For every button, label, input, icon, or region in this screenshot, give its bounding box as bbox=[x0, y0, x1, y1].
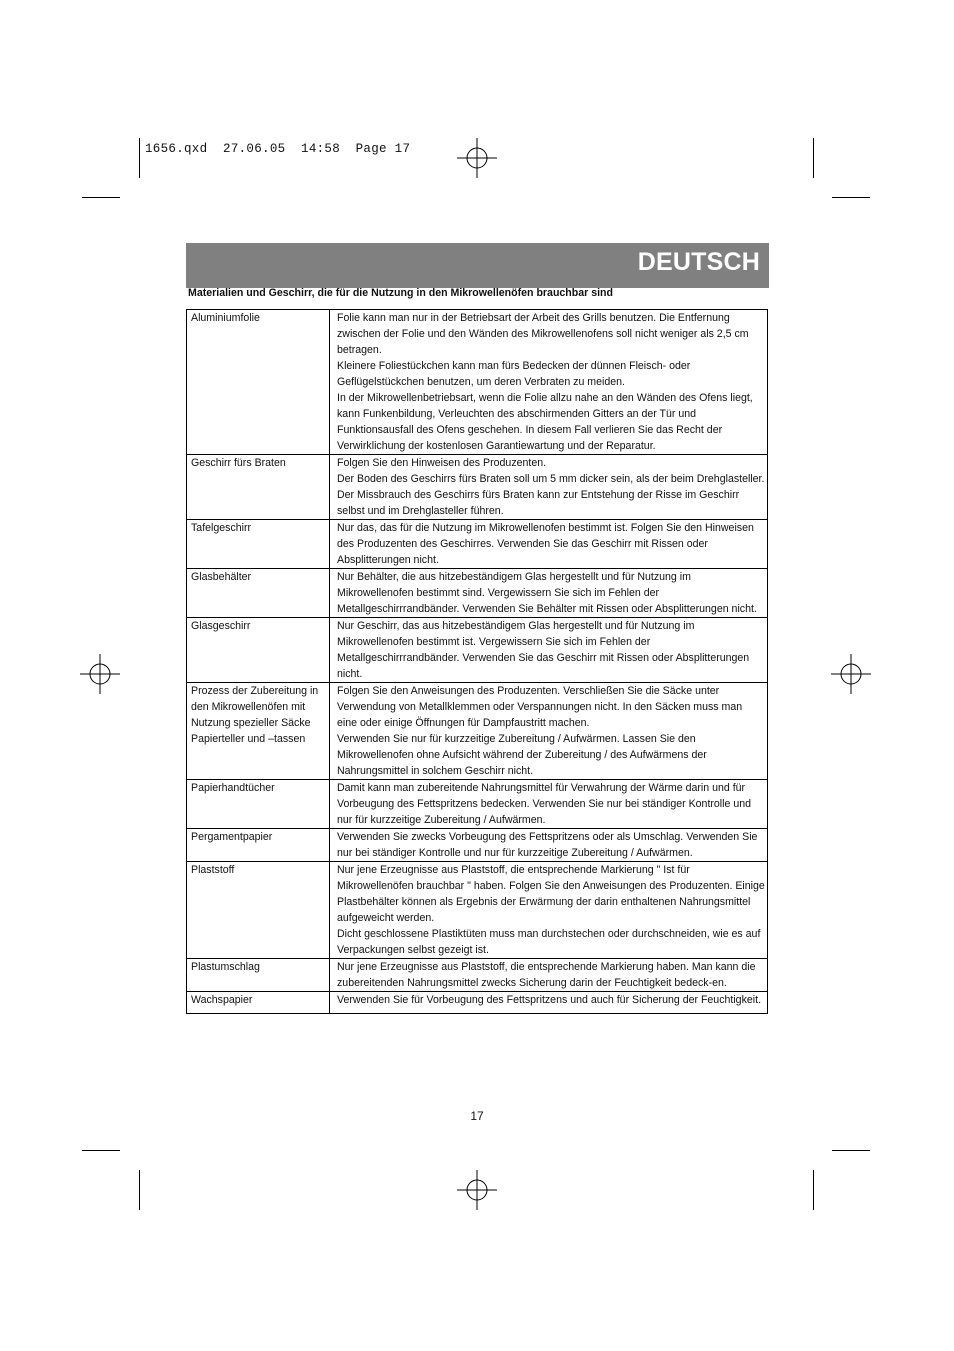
crop-mark bbox=[832, 197, 870, 198]
page-number: 17 bbox=[470, 1109, 484, 1123]
crop-mark bbox=[139, 138, 140, 178]
registration-mark-icon bbox=[80, 654, 120, 694]
table-row bbox=[187, 992, 768, 1014]
material-description: Nur das, das für die Nutzung im Mikrowellenofen bestimmt ist. Folgen Sie den Hinweisen des Produzenten des Geschirres. Verwenden Sie das Geschirr mit Rissen oder Absplitterungen nicht. bbox=[330, 520, 768, 569]
printer-slug: 1656.qxd 27.06.05 14:58 Page 17 bbox=[145, 142, 411, 156]
material-name: Tafelgeschirr bbox=[187, 520, 330, 569]
table-row bbox=[187, 829, 768, 862]
table-row bbox=[187, 520, 768, 569]
material-description: Verwenden Sie zwecks Vorbeugung des Fettspritzens oder als Umschlag. Verwenden Sie nur bei ständiger Kontrolle und nur für kurzzeitige Zubereitung / Aufwärmen. bbox=[330, 829, 768, 862]
table-row bbox=[187, 569, 768, 618]
material-description: Verwenden Sie für Vorbeugung des Fettspritzens und auch für Sicherung der Feuchtigkeit. bbox=[330, 992, 768, 1014]
crop-mark bbox=[813, 138, 814, 178]
language-title: DEUTSCH bbox=[637, 248, 760, 276]
crop-mark bbox=[139, 1170, 140, 1210]
material-description: Folgen Sie den Hinweisen des Produzenten. Der Boden des Geschirrs fürs Braten soll um 5 mm dicker sein, als der beim Drehglasteller. Der Missbrauch des Geschirrs fürs Braten kann zur Entstehung der Risse im Geschirr selbst und im Drehglasteller führen. bbox=[330, 455, 768, 520]
material-description: Folie kann man nur in der Betriebsart der Arbeit des Grills benutzen. Die Entfernung zwischen der Folie und den Wänden des Mikrowellenofens soll nicht weniger als 2,5 cm betragen. Kleinere Foliestückchen kann man fürs Bedecken der dünnen Fleisch- oder Geflügelstückchen benutzen, um deren Verbraten zu meiden. In der Mikrowellenbetriebsart, wenn die Folie allzu nahe an den Wänden des Ofens liegt, kann Funkenbildung, Verleuchten des abschirmenden Gitters an der Tür und Funktionsausfall des Ofens geschehen. In diesem Fall verlieren Sie das Recht der Verwirklichung der kostenlosen Garantiewartung und der Reparatur. bbox=[330, 310, 768, 455]
material-description: Nur jene Erzeugnisse aus Plaststoff, die entsprechende Markierung haben. Man kann die zubereitenden Nahrungsmittel zwecks Sicherung darin der Feuchtigkeit bedeck-en. bbox=[330, 959, 768, 992]
table-row bbox=[187, 959, 768, 992]
material-description: Folgen Sie den Anweisungen des Produzenten. Verschließen Sie die Säcke unter Verwendung von Metallklemmen oder Verspannungen nicht. In den Säcken muss man eine oder einige Öffnungen für Dampfaustritt machen. Verwenden Sie nur für kurzzeitige Zubereitung / Aufwärmen. Lassen Sie den Mikrowellenofen ohne Aufsicht während der Zubereitung / des Aufwärmens der Nahrungsmittel in solchem Geschirr nicht. bbox=[330, 683, 768, 780]
material-name: Plaststoff bbox=[187, 862, 330, 959]
table-row bbox=[187, 310, 768, 455]
material-name: Aluminiumfolie bbox=[187, 310, 330, 455]
material-description: Nur Behälter, die aus hitzebeständigem Glas hergestellt und für Nutzung im Mikrowellenofen bestimmt sind. Vergewissern Sie sich im Fehlen der Metallgeschirrrandbänder. Verwenden Sie Behälter mit Rissen oder Absplitterungen nicht. bbox=[330, 569, 768, 618]
table-row bbox=[187, 780, 768, 829]
material-name: Plastumschlag bbox=[187, 959, 330, 992]
table-row bbox=[187, 455, 768, 520]
material-description: Damit kann man zubereitende Nahrungsmittel für Verwahrung der Wärme darin und für Vorbeugung des Fettspritzens bedecken. Verwenden Sie nur bei ständiger Kontrolle und nur für kurzzeitige Zubereitung / Aufwärmen. bbox=[330, 780, 768, 829]
table-row bbox=[187, 683, 768, 780]
crop-mark bbox=[813, 1170, 814, 1210]
table-row bbox=[187, 618, 768, 683]
table-row bbox=[187, 862, 768, 959]
crop-mark bbox=[82, 1150, 120, 1151]
registration-mark-icon bbox=[457, 1170, 497, 1210]
material-name: Glasbehälter bbox=[187, 569, 330, 618]
material-name: Prozess der Zubereitung in den Mikrowellenöfen mit Nutzung spezieller Säcke Papierteller und –tassen bbox=[187, 683, 330, 780]
material-name: Wachspapier bbox=[187, 992, 330, 1014]
materials-table bbox=[186, 309, 768, 1014]
material-name: Glasgeschirr bbox=[187, 618, 330, 683]
crop-mark bbox=[82, 197, 120, 198]
crop-mark bbox=[832, 1150, 870, 1151]
material-name: Papierhandtücher bbox=[187, 780, 330, 829]
material-name: Geschirr fürs Braten bbox=[187, 455, 330, 520]
registration-mark-icon bbox=[831, 654, 871, 694]
material-description: Nur Geschirr, das aus hitzebeständigem Glas hergestellt und für Nutzung im Mikrowellenofen bestimmt ist. Vergewissern Sie sich im Fehlen der Metallgeschirrrandbänder. Verwenden Sie das Geschirr mit Rissen oder Absplitterungen nicht. bbox=[330, 618, 768, 683]
material-name: Pergamentpapier bbox=[187, 829, 330, 862]
section-subtitle: Materialien und Geschirr, die für die Nutzung in den Mikrowellenöfen brauchbar sind bbox=[188, 287, 613, 299]
language-header-bar bbox=[186, 243, 769, 288]
registration-mark-icon bbox=[457, 138, 497, 178]
material-description: Nur jene Erzeugnisse aus Plaststoff, die entsprechende Markierung " Ist für Mikrowellenöfen brauchbar " haben. Folgen Sie den Anweisungen des Produzenten. Einige Plastbehälter können als Ergebnis der Erwärmung der darin enthaltenen Nahrungsmittel aufgeweicht werden. Dicht geschlossene Plastiktüten muss man durchstechen oder durchschneiden, wie es auf Verpackungen selbst gezeigt ist. bbox=[330, 862, 768, 959]
